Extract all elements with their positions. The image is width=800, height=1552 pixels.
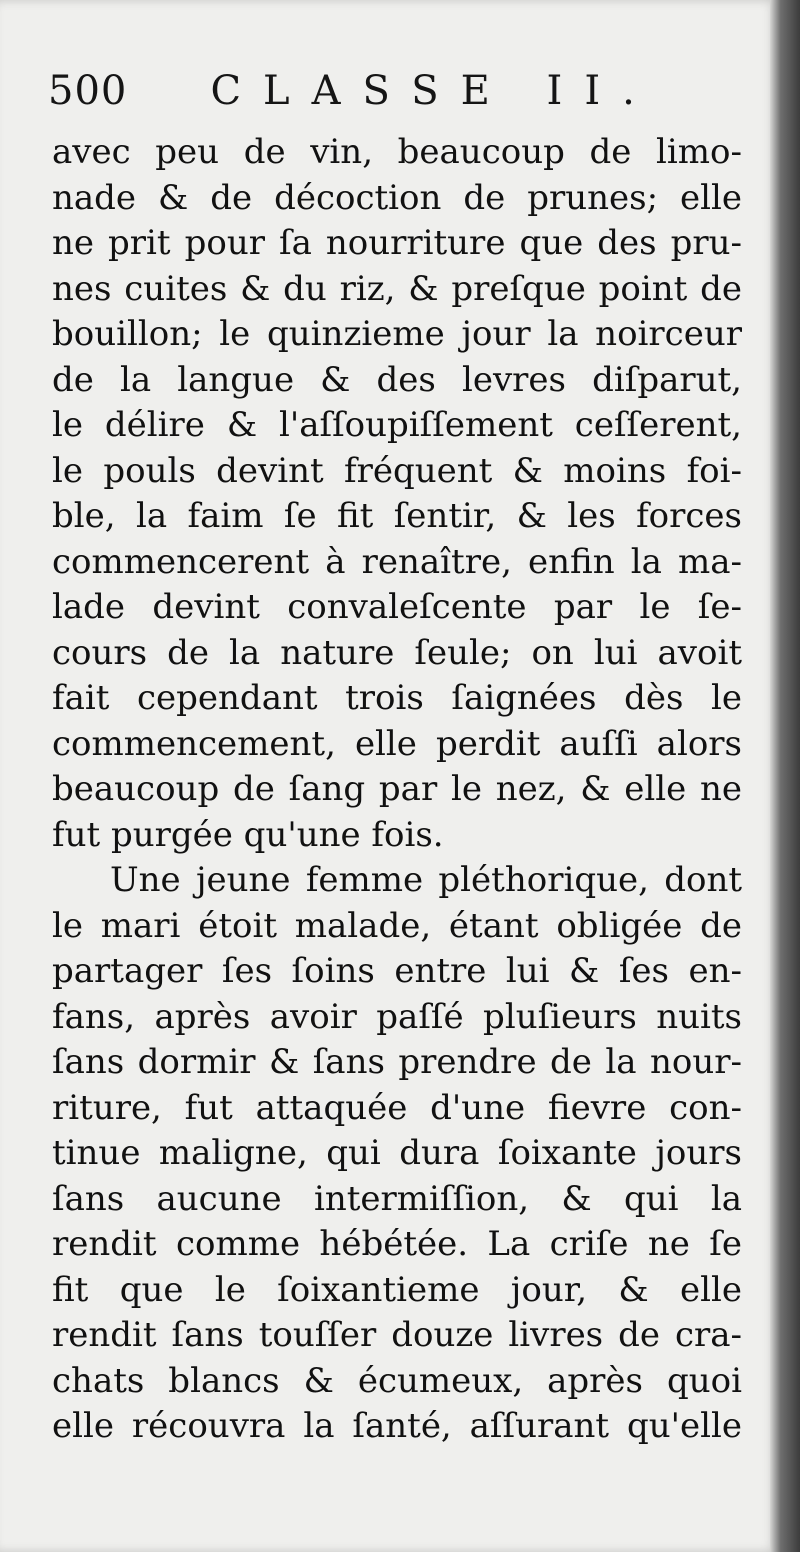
text-line: rendit comme hébétée. La criſe ne ſe [52,1224,742,1264]
text-line: commencerent à renaître, enfin la ma- [52,541,742,582]
text-line: beaucoup de ſang par le nez, & elle ne [52,769,742,809]
text-line: ne prit pour ſa nourriture que des pru- [52,223,742,263]
page-edge [770,0,800,1552]
text-line: le pouls devint fréquent & moins foi- [52,450,742,491]
text-line: lade devint convaleſcente par le ſe- [52,587,742,627]
text-line: fait cependant trois ſaignées dès le [52,678,742,718]
text-line: chats blancs & écumeux, après quoi [52,1360,742,1401]
text-line: elle récouvra la ſanté, aſſurant qu'elle [52,1406,742,1446]
page-header [48,68,657,128]
text-line: ſans dormir & ſans prendre de la nour- [52,1042,742,1082]
text-line: avec peu de vin, beaucoup de limo- [52,132,742,172]
text-line: ſans aucune intermiſſion, & qui la [52,1178,742,1219]
text-line: partager ſes ſoins entre lui & ſes en- [52,951,742,991]
text-line: fut purgée qu'une fois. [52,814,444,855]
text-line: le délire & l'aſſoupiſſement ceſſerent, [52,405,742,445]
text-line: Une jeune femme pléthorique, dont [110,860,742,900]
text-line: commencement, elle perdit auſſi alors [52,723,742,764]
body-text [52,130,742,1450]
text-line: de la langue & des levres diſparut, [52,359,742,400]
text-line: fit que le ſoixantieme jour, & elle [52,1269,742,1310]
text-line: rendit ſans touſſer douze livres de cra- [52,1315,742,1355]
text-line: tinue maligne, qui dura ſoixante jours [52,1133,742,1173]
running-head: CLASSE II. [210,68,657,114]
text-line: bouillon; le quinzieme jour la noirceur [52,314,742,354]
text-line: riture, fut attaquée d'une fievre con- [52,1087,742,1128]
text-line: fans, après avoir paſſé pluſieurs nuits [52,996,742,1037]
text-line: le mari étoit malade, étant obligée de [52,905,742,946]
page-number: 500 [48,68,128,114]
text-line: cours de la nature ſeule; on lui avoit [52,632,742,673]
text-line: ble, la faim ſe fit ſentir, & les forces [52,496,742,536]
text-line: nes cuites & du riz, & preſque point de [52,268,742,309]
text-line: nade & de décoction de prunes; elle [52,177,742,218]
